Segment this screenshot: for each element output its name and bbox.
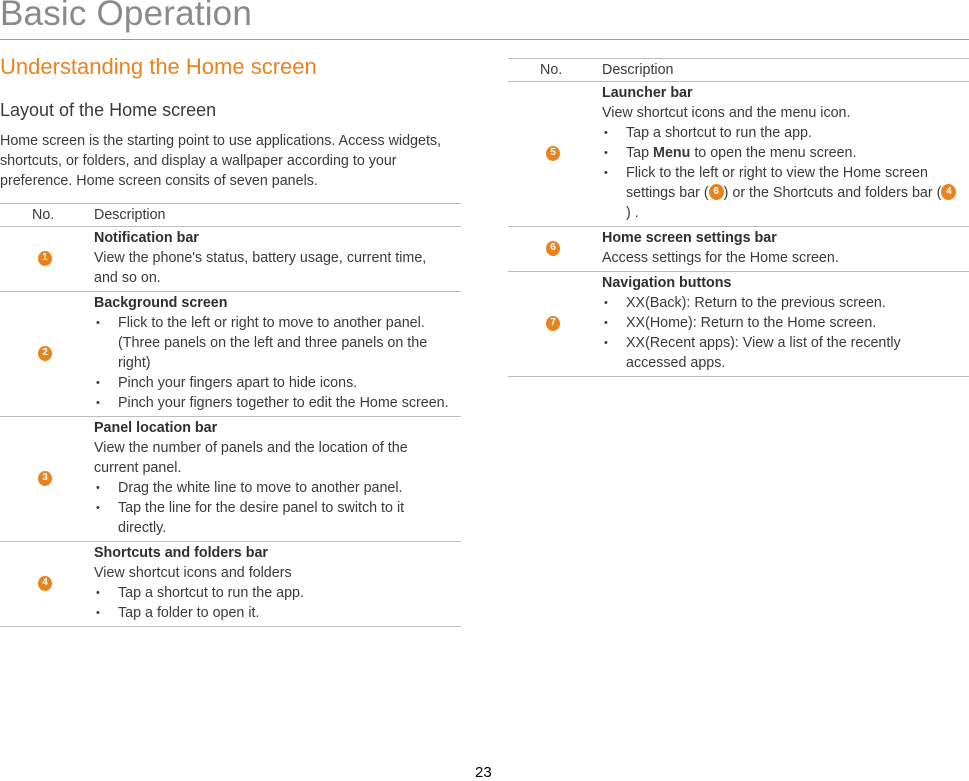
column-header-no: No. — [0, 204, 94, 227]
table-row-navigation-buttons — [508, 272, 969, 377]
sub-heading: Layout of the Home screen — [0, 100, 217, 120]
table-row — [0, 542, 461, 627]
row-text: View the number of panels and the location of the current panel. — [94, 440, 408, 476]
bullet-list — [94, 478, 451, 538]
number-badge: 3 — [38, 471, 52, 486]
reference-badge: 4 — [941, 184, 956, 200]
table-row-home-screen-settings-bar — [508, 227, 969, 272]
row-title: Notification bar — [94, 230, 199, 246]
list-item: • XX(Back): Return to the previous screen. — [602, 293, 959, 313]
column-header-no: No. — [508, 59, 602, 82]
description-table-left — [0, 203, 461, 627]
menu-keyword: Menu — [653, 145, 691, 161]
bullet-list — [94, 313, 451, 413]
row-text: View shortcut icons and folders — [94, 565, 292, 581]
number-badge: 1 — [38, 251, 52, 266]
section-heading: Understanding the Home screen — [0, 54, 317, 79]
list-item: • Tap a folder to open it. — [94, 603, 451, 623]
list-item: • Tap a shortcut to run the app. — [94, 583, 451, 603]
bullet-list — [602, 123, 959, 223]
row-text: View shortcut icons and the menu icon. — [602, 105, 851, 121]
bullet-list — [94, 583, 451, 623]
column-header-description: Description — [94, 204, 461, 227]
table-row — [0, 227, 461, 292]
title-divider — [0, 39, 969, 40]
list-item: • XX(Recent apps): View a list of the recently accessed apps. — [602, 333, 959, 373]
table-header-row — [0, 204, 461, 227]
table-body-left — [0, 227, 461, 627]
row-title: Navigation buttons — [602, 275, 732, 291]
list-item: • XX(Home): Return to the Home screen. — [602, 313, 959, 333]
list-item: • Pinch your fingers apart to hide icons. — [94, 373, 451, 393]
row-title: Launcher bar — [602, 85, 693, 101]
table-header-row — [508, 59, 969, 82]
list-item: • Drag the white line to move to another panel. — [94, 478, 451, 498]
intro-paragraph: Home screen is the starting point to use applications. Access widgets, shortcuts, or folders, and display a wallpaper according to your preference. Home screen consits of seven panels. — [0, 133, 442, 189]
row-title: Home screen settings bar — [602, 230, 777, 246]
row-title: Shortcuts and folders bar — [94, 545, 268, 561]
number-badge: 6 — [546, 241, 560, 256]
right-column — [508, 58, 969, 377]
row-text: Access settings for the Home screen. — [602, 250, 839, 266]
list-item: • Tap a shortcut to run the app. — [602, 123, 959, 143]
number-badge: 4 — [38, 576, 52, 591]
bullet-list — [602, 293, 959, 373]
description-table-right — [508, 58, 969, 377]
list-item: • Tap the line for the desire panel to switch to it directly. — [94, 498, 451, 538]
row-title: Background screen — [94, 295, 228, 311]
list-item: • Tap Menu to open the menu screen. — [602, 143, 959, 163]
page-title: Basic Operation — [0, 0, 253, 33]
page-number: 23 — [475, 764, 492, 781]
number-badge: 2 — [38, 346, 52, 361]
list-item: • Flick to the left or right to move to another panel. (Three panels on the left and three panels on the right) — [94, 313, 451, 373]
number-badge: 7 — [546, 316, 560, 331]
column-header-description: Description — [602, 59, 969, 82]
reference-badge: 6 — [709, 184, 724, 200]
table-row — [0, 292, 461, 417]
row-title: Panel location bar — [94, 420, 218, 436]
left-column — [0, 52, 461, 627]
table-row — [0, 417, 461, 542]
list-item: • Flick to the left or right to view the Home screen settings bar ( 6 ) or the Shortcuts and folders bar ( 4) . — [602, 163, 959, 223]
number-badge: 5 — [546, 146, 560, 161]
row-text: View the phone's status, battery usage, current time, and so on. — [94, 250, 427, 286]
list-item: • Pinch your figners together to edit the Home screen. — [94, 393, 451, 413]
table-row-launcher-bar — [508, 82, 969, 227]
